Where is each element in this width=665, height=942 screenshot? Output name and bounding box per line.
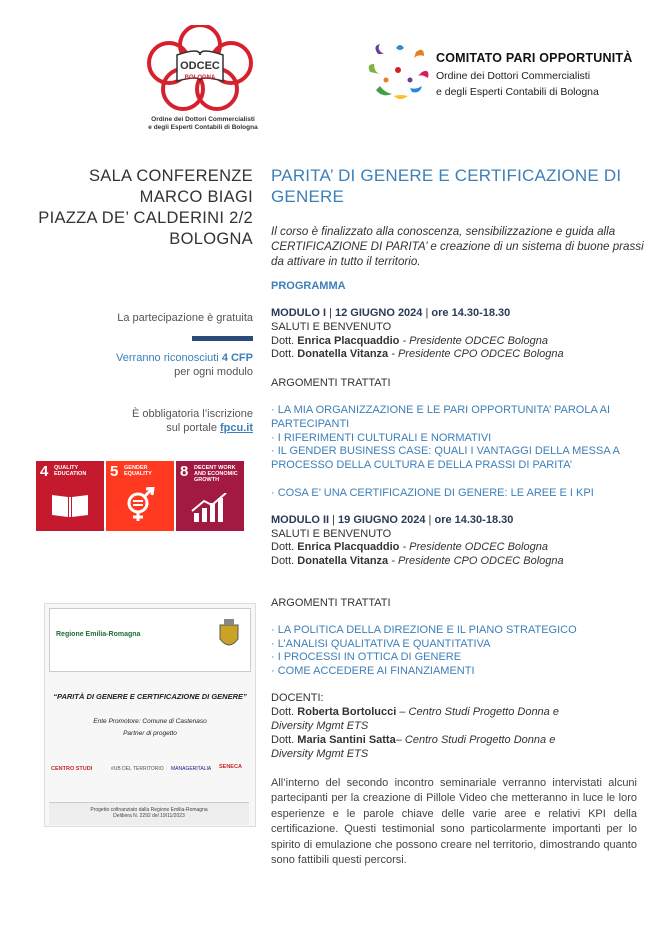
speaker-row <box>271 555 564 567</box>
growth-chart-icon <box>190 493 230 523</box>
speaker-role: - Presidente ODCEC Bologna <box>399 335 548 347</box>
cpo-logo <box>366 42 430 104</box>
docente-role: – Centro Studi Progetto Donna e <box>395 734 556 746</box>
topic-item: · COME ACCEDERE AI FINANZIAMENTI <box>271 665 475 677</box>
topic-item: · COSA E’ UNA CERTIFICAZIONE DI GENERE: LE AREE E I KPI <box>271 487 594 499</box>
module-date: 12 GIUGNO 2024 <box>334 307 423 319</box>
cpo-title: COMITATO PARI OPPORTUNITÀ <box>436 51 633 65</box>
speaker-role: - Presidente ODCEC Bologna <box>399 541 548 553</box>
partner-seneca: SENECA <box>219 764 242 770</box>
svg-text:ODCEC: ODCEC <box>180 60 220 72</box>
sdg-label: QUALITY EDUCATION <box>54 465 87 477</box>
module-time: ore 14.30-18.30 <box>434 514 514 526</box>
docente-role-cont: Diversity Mgmt ETS <box>271 748 369 760</box>
docente-title: Dott. <box>271 734 298 746</box>
odcec-caption <box>128 116 278 132</box>
speaker-name: Enrica Placquaddio <box>297 335 400 347</box>
welcome-1: SALUTI E BENVENUTO <box>271 321 392 333</box>
venue-block <box>38 166 253 250</box>
topics-heading-1: ARGOMENTI TRATTATI <box>271 377 391 389</box>
programma-heading: PROGRAMMA <box>271 280 346 292</box>
separator-bar <box>192 336 253 341</box>
module-label: MODULO II <box>271 514 330 526</box>
portal-link[interactable]: fpcu.it <box>220 422 253 434</box>
sdg-tiles <box>36 461 244 531</box>
region-logo-text: Regione Emilia-Romagna <box>56 631 141 638</box>
docente-name: Roberta Bortolucci <box>297 706 397 718</box>
sdg-label: GENDER EQUALITY <box>124 465 152 477</box>
topic-item: · L’ANALISI QUALITATIVA E QUANTITATIVA <box>271 638 491 650</box>
speaker-row <box>271 335 548 347</box>
odcec-caption-line2: e degli Esperti Contabili di Bologna <box>148 124 258 131</box>
sdg-number: 4 <box>40 463 49 480</box>
cfp-post: per ogni modulo <box>174 366 253 378</box>
sdg-number: 5 <box>110 463 119 480</box>
cpo-subtitle-2: e degli Esperti Contabili di Bologna <box>436 86 599 98</box>
registration-pre: sul portale <box>166 422 220 434</box>
topic-item: · LA MIA ORGANIZZAZIONE E LE PARI OPPORTUNITA’ PAROLA AI PARTECIPANTI <box>271 404 611 430</box>
docente-row <box>271 734 555 746</box>
speaker-name: Donatella Vitanza <box>297 348 389 360</box>
project-flyer <box>44 603 256 827</box>
odcec-logo <box>145 25 255 115</box>
speaker-role: - Presidente CPO ODCEC Bologna <box>388 555 564 567</box>
partner-manageritalia: MANAGERITALIA <box>171 766 212 772</box>
sdg-number: 8 <box>180 463 189 480</box>
sdg-5-tile <box>106 461 174 531</box>
gender-equality-icon <box>120 487 160 523</box>
cfp-bold: 4 CFP <box>221 352 253 364</box>
flyer-top <box>49 608 251 672</box>
module-label: MODULO I <box>271 307 326 319</box>
docente-row <box>271 706 559 718</box>
topics-heading-2: ARGOMENTI TRATTATI <box>271 597 391 609</box>
speaker-row <box>271 541 548 553</box>
docenti-heading: DOCENTI: <box>271 692 324 704</box>
cfp-line <box>116 351 253 365</box>
speaker-title: Dott. <box>271 555 298 567</box>
cpo-subtitle-1: Ordine dei Dottori Commercialisti <box>436 70 591 82</box>
intro-paragraph: Il corso è finalizzato alla conoscenza, sensibilizzazione e guida alla CERTIFICAZIONE DI PARITA’ e creazione di un sistema di buone prassi da attivare in tutto il territorio. <box>271 225 644 268</box>
registration-line2 <box>166 421 253 435</box>
castenaso-crest-icon <box>218 619 240 653</box>
page-title: PARITA’ DI GENERE E CERTIFICAZIONE DI GENERE <box>271 166 622 206</box>
topic-item: · LA POLITICA DELLA DIREZIONE E IL PIANO STRATEGICO <box>271 624 577 636</box>
topic-item: · I RIFERIMENTI CULTURALI E NORMATIVI <box>271 432 492 444</box>
venue-line: PIAZZA DE’ CALDERINI 2/2 <box>38 209 253 227</box>
flyer-footer <box>49 802 249 825</box>
topic-item: · IL GENDER BUSINESS CASE: QUALI I VANTAGGI DELLA MESSA A PROCESSO DELLA CULTURA E DELLA PRASSI DI PARITA’ <box>271 445 620 471</box>
closing-paragraph: All’interno del secondo incontro seminariale verranno intervistati alcuni partecipanti per la creazione di Pillole Video che metteranno in luce le loro esperienze e le parole chiave delle varie aree e relativi KPI della certificazione. Questi testimonial sono particolarmente importanti per lo spirito di emulazione che possono creare nel territorio, dimostrando quanto sono fattibili questi percorsi. <box>271 777 637 867</box>
speaker-name: Enrica Placquaddio <box>297 541 400 553</box>
docente-title: Dott. <box>271 706 298 718</box>
partner-hub: #UB DEL TERRITORIO <box>111 766 164 772</box>
docente-name: Maria Santini Satta <box>297 734 396 746</box>
sdg-label: DECENT WORK AND ECONOMIC GROWTH <box>194 465 238 483</box>
venue-line: MARCO BIAGI <box>139 188 253 206</box>
flyer-title: “PARITÀ DI GENERE E CERTIFICAZIONE DI GENERE” <box>53 692 247 701</box>
registration-line1: È obbligatoria l’iscrizione <box>131 408 253 420</box>
flyer-footer-line1: Progetto cofinanziato dalla Regione Emilia-Romagna <box>90 807 208 813</box>
speaker-title: Dott. <box>271 348 298 360</box>
module-1-header: MODULO I | 12 GIUGNO 2024 | ore 14.30-18.30 <box>271 307 511 319</box>
partner-centro-studi: CENTRO STUDI <box>51 766 93 772</box>
venue-line: BOLOGNA <box>169 230 253 248</box>
docente-role-cont: Diversity Mgmt ETS <box>271 720 369 732</box>
book-icon <box>50 491 90 519</box>
speaker-name: Donatella Vitanza <box>297 555 389 567</box>
flyer-partners-label: Partner di progetto <box>123 730 177 737</box>
module-time: ore 14.30-18.30 <box>431 307 511 319</box>
free-participation: La partecipazione è gratuita <box>117 312 253 324</box>
speaker-title: Dott. <box>271 541 298 553</box>
venue-line: SALA CONFERENZE <box>88 167 253 185</box>
flyer-footer-line2: Delibera N. 2292 del 19/11/2023 <box>113 813 185 819</box>
module-date: 19 GIUGNO 2024 <box>338 514 426 526</box>
cfp-pre: Verranno riconosciuti <box>116 352 222 364</box>
module-2-header: MODULO II | 19 GIUGNO 2024 | ore 14.30-18.30 <box>271 514 514 526</box>
speaker-title: Dott. <box>271 335 298 347</box>
docente-role: – Centro Studi Progetto Donna e <box>396 706 559 718</box>
sdg-8-tile <box>176 461 244 531</box>
svg-text:BOLOGNA: BOLOGNA <box>184 75 216 81</box>
sdg-4-tile <box>36 461 104 531</box>
odcec-caption-line1: Ordine dei Dottori Commercialisti <box>151 116 255 123</box>
speaker-role: - Presidente CPO ODCEC Bologna <box>388 348 564 360</box>
welcome-2: SALUTI E BENVENUTO <box>271 528 392 540</box>
topic-item: · I PROCESSI IN OTTICA DI GENERE <box>271 651 462 663</box>
flyer-promoter: Ente Promotore: Comune di Castenaso <box>93 718 207 725</box>
speaker-row <box>271 348 564 360</box>
